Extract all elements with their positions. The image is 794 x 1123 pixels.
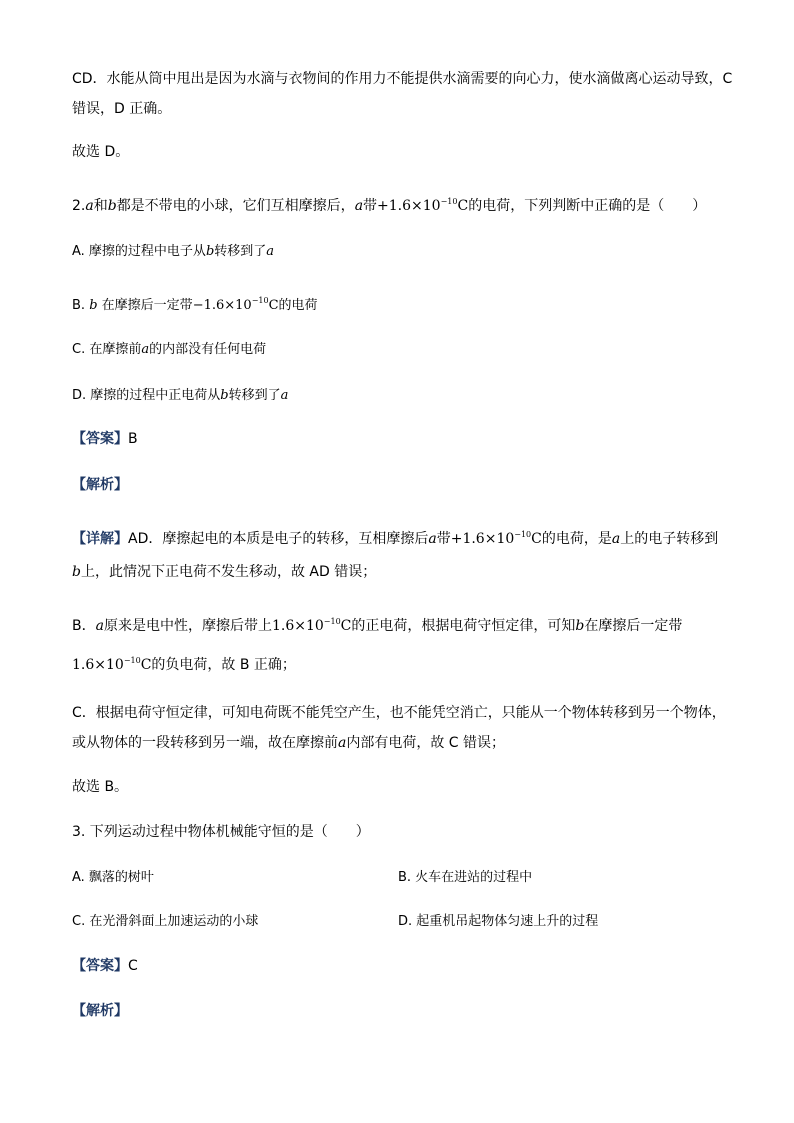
question-3-option-c: C. 在光滑斜面上加速运动的小球 bbox=[72, 914, 259, 929]
question-2-option-c: C. 在摩擦前a的内部没有任何电荷 bbox=[72, 342, 267, 357]
explanation-cd-line1: CD．水能从筒中甩出是因为水滴与衣物间的作用力不能提供水滴需要的向心力，使水滴做离心运动导致，C bbox=[72, 71, 733, 87]
choice-line: 故选 D。 bbox=[72, 144, 130, 160]
question-2-option-a: A. 摩擦的过程中电子从b转移到了a bbox=[72, 244, 275, 259]
question-2-analysis-label: 【解析】 bbox=[72, 477, 128, 493]
question-2-stem: 2.a和b都是不带电的小球，它们互相摩擦后，a带$+1.6\times 10^{-10}C$的电荷，下列判断中正确的是（ ） bbox=[72, 197, 707, 214]
question-2-detail-line6: 或从物体的一段转移到另一端，故在摩擦前a内部有电荷，故 C 错误； bbox=[72, 735, 506, 751]
question-2-detail-line2: b上，此情况下正电荷不发生移动，故 AD 错误； bbox=[72, 564, 377, 580]
question-3-stem: 3. 下列运动过程中物体机械能守恒的是（ ） bbox=[72, 824, 370, 840]
question-2-detail-line5: C．根据电荷守恒定律，可知电荷既不能凭空产生，也不能凭空消亡，只能从一个物体转移到另一个物体， bbox=[72, 705, 726, 721]
question-3-option-a: A. 飘落的树叶 bbox=[72, 870, 154, 885]
question-2-answer: 【答案】B bbox=[72, 431, 138, 447]
question-2-detail-line3: B．a原来是电中性，摩擦后带上$1.6\times 10^{-10}C$的正电荷，根据电荷守恒定律，可知b在摩擦后一定带 bbox=[72, 617, 683, 634]
question-2-choice: 故选 B。 bbox=[72, 779, 129, 795]
question-3-answer: 【答案】C bbox=[72, 958, 138, 974]
question-2-detail-line1: 【详解】AD．摩擦起电的本质是电子的转移，互相摩擦后a带$+1.6\times 10^{-10}C$的电荷，是a上的电子转移到 bbox=[72, 530, 719, 547]
question-2-option-b: B. b 在摩擦后一定带$-1.6\times 10^{-10}C$的电荷 bbox=[72, 296, 318, 313]
explanation-cd-line2: 错误，D 正确。 bbox=[72, 101, 172, 117]
question-2-detail-line4: $1.6\times 10^{-10}C$的负电荷，故 B 正确； bbox=[72, 656, 296, 673]
question-3-option-b: B. 火车在进站的过程中 bbox=[398, 870, 533, 885]
question-3-option-d: D. 起重机吊起物体匀速上升的过程 bbox=[398, 914, 599, 929]
question-3-analysis-label: 【解析】 bbox=[72, 1003, 128, 1019]
question-2-option-d: D. 摩擦的过程中正电荷从b转移到了a bbox=[72, 388, 289, 403]
